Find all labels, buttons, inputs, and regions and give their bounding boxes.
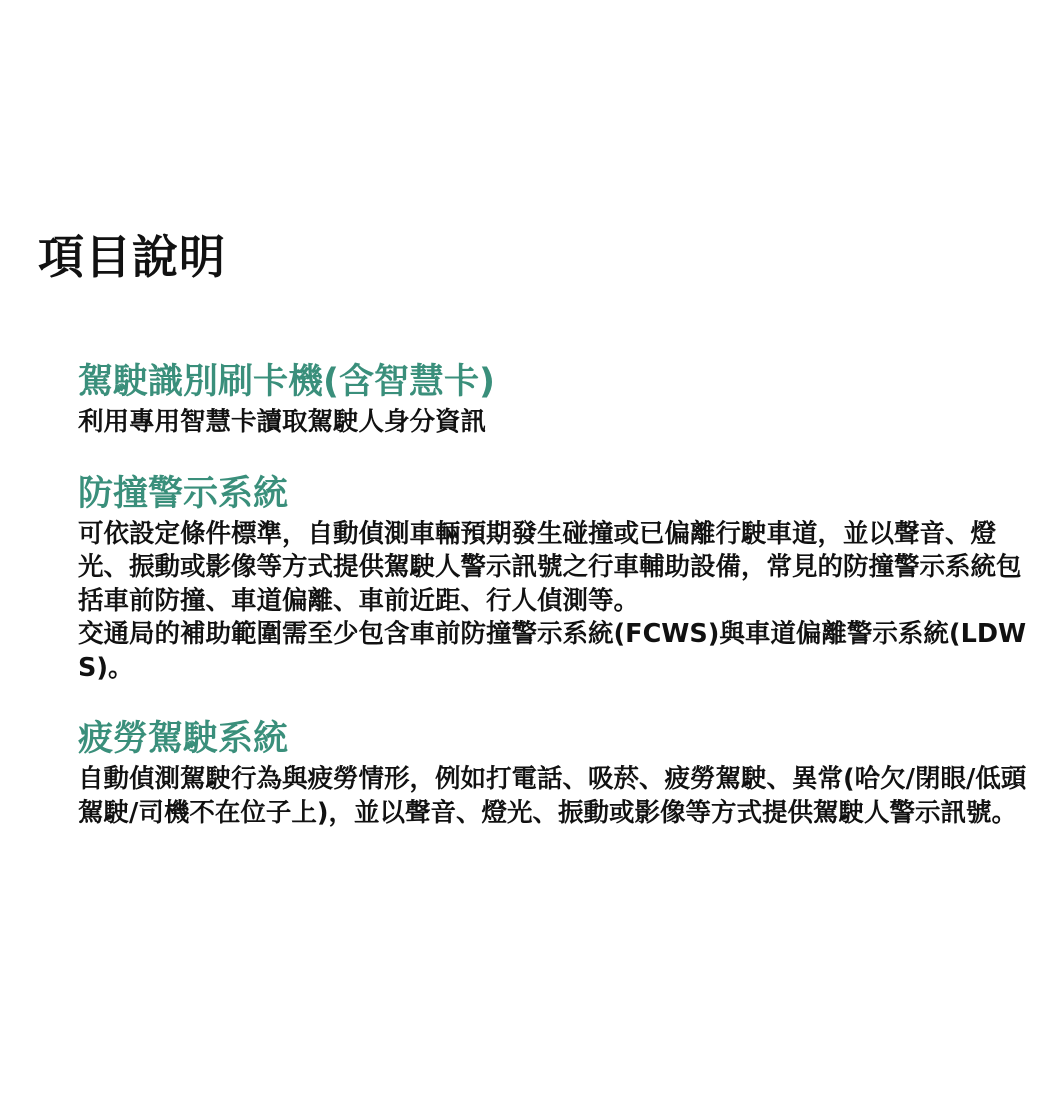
section-description: 可依設定條件標準，自動偵測車輛預期發生碰撞或已偏離行駛車道，並以聲音、燈光、振動或影像等方式提供駕駛人警示訊號之行車輔助設備，常見的防撞警示系統包括車前防撞、車道偏離、車前近距、行人偵測等。	[78, 518, 1022, 616]
page-title: 項目說明	[38, 230, 226, 284]
content-area	[78, 358, 1028, 830]
section-title: 防撞警示系統	[78, 473, 289, 514]
section-collision-warning	[78, 470, 1028, 686]
section-driver-card-reader	[78, 358, 1028, 440]
section-subsidy-note: 交通局的補助範圍需至少包含車前防撞警示系統(FCWS)與車道偏離警示系統(LDWS)。	[78, 619, 1027, 683]
section-title: 疲勞駕駛系統	[78, 719, 289, 759]
section-fatigue-driving	[78, 715, 1028, 830]
section-description: 利用專用智慧卡讀取駕駛人身分資訊	[78, 407, 487, 437]
section-title: 駕駛識別刷卡機(含智慧卡)	[78, 362, 495, 402]
section-description: 自動偵測駕駛行為與疲勞情形，例如打電話、吸菸、疲勞駕駛、異常(哈欠/閉眼/低頭駕駛/司機不在位子上)，並以聲音、燈光、振動或影像等方式提供駕駛人警示訊號。	[78, 764, 1027, 828]
